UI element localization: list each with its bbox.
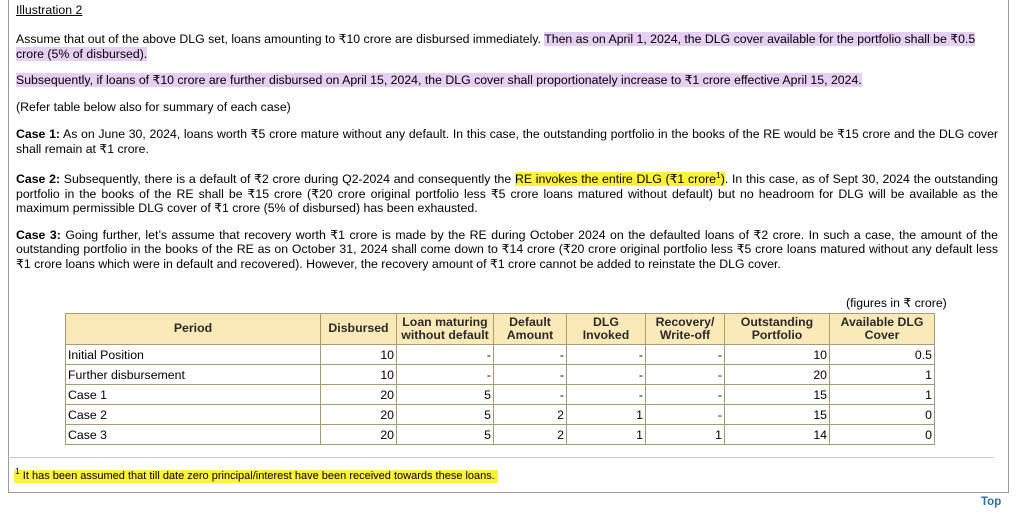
cell-loan-maturing: 5: [397, 425, 494, 445]
cell-outstanding: 20: [725, 365, 830, 385]
cell-default-amount: -: [494, 345, 567, 365]
footnote-ref[interactable]: 1: [716, 170, 721, 180]
paragraph-case-1: [16, 127, 998, 156]
case-2-label: Case 2:: [16, 172, 61, 186]
cell-available-cover: 0: [830, 425, 935, 445]
table-row: [66, 345, 935, 365]
cell-available-cover: 0: [830, 405, 935, 425]
col-recovery-writeoff: Recovery/ Write-off: [646, 314, 725, 345]
cell-default-amount: 2: [494, 425, 567, 445]
cell-default-amount: -: [494, 365, 567, 385]
col-disbursed: Disbursed: [321, 314, 397, 345]
paragraph-further-disbursement: [16, 73, 998, 88]
footnote: [14, 466, 498, 483]
cell-period: Further disbursement: [66, 365, 321, 385]
cell-outstanding: 15: [725, 385, 830, 405]
dlg-summary-table: [65, 313, 935, 445]
cell-outstanding: 14: [725, 425, 830, 445]
col-default-amount: Default Amount: [494, 314, 567, 345]
illustration-heading: Illustration 2: [16, 3, 83, 17]
footnote-text: It has been assumed that till date zero principal/interest have been received towards these loans.: [19, 470, 495, 482]
figures-unit-note: (figures in ₹ crore): [846, 296, 947, 310]
highlight-proportionate-increase: Subsequently, if loans of ₹10 crore are further disbursed on April 15, 2024, the DLG cover shall proportionately increase to ₹1 crore effective April 15, 2024.: [16, 73, 862, 87]
cell-outstanding: 10: [725, 345, 830, 365]
col-outstanding-portfolio: Outstanding Portfolio: [725, 314, 830, 345]
cell-dlg-invoked: -: [567, 385, 646, 405]
cell-period: Case 3: [66, 425, 321, 445]
cell-dlg-invoked: 1: [567, 405, 646, 425]
cell-period: Case 2: [66, 405, 321, 425]
paragraph-case-2: [16, 172, 998, 216]
cell-disbursed: 20: [321, 405, 397, 425]
highlight-dlg-invoked: [515, 172, 725, 186]
highlight-dlg-cover: Then as on April 1, 2024, the DLG cover available for the portfolio shall be ₹0.5 crore (5% of disbursed).: [16, 32, 976, 61]
case-1-text: As on June 30, 2024, loans worth ₹5 crore mature without any default. In this case, the outstanding portfolio in the books of the RE would be ₹15 crore and the DLG cover shall remain at ₹1 crore.: [16, 127, 998, 156]
col-period: Period: [66, 314, 321, 345]
paragraph-case-3: [16, 228, 998, 272]
cell-loan-maturing: -: [397, 345, 494, 365]
case-2-text-before: Subsequently, there is a default of ₹2 crore during Q2-2024 and consequently the: [60, 172, 515, 186]
cell-loan-maturing: 5: [397, 405, 494, 425]
highlight-dlg-invoked-close: ): [720, 172, 725, 186]
cell-recovery: 1: [646, 425, 725, 445]
case-3-label: Case 3:: [16, 227, 61, 242]
col-available-dlg-cover: Available DLG Cover: [830, 314, 935, 345]
back-to-top-link[interactable]: Top: [981, 496, 1002, 508]
cell-loan-maturing: -: [397, 365, 494, 385]
table-row: [66, 365, 935, 385]
paragraph-disbursement: [16, 32, 998, 61]
cell-disbursed: 20: [321, 425, 397, 445]
cell-recovery: -: [646, 345, 725, 365]
cell-disbursed: 20: [321, 385, 397, 405]
case-1-label: Case 1:: [16, 127, 61, 141]
cell-period: Case 1: [66, 385, 321, 405]
cell-available-cover: 1: [830, 365, 935, 385]
cell-dlg-invoked: -: [567, 345, 646, 365]
cell-loan-maturing: 5: [397, 385, 494, 405]
cell-default-amount: 2: [494, 405, 567, 425]
table-header-row: [66, 314, 935, 345]
document-body: [16, 3, 998, 271]
highlight-dlg-invoked-text: RE invokes the entire DLG (₹1 crore: [514, 172, 717, 186]
cell-outstanding: 15: [725, 405, 830, 425]
col-loan-maturing: Loan maturing without default: [397, 314, 494, 345]
cell-period: Initial Position: [66, 345, 321, 365]
cell-recovery: -: [646, 405, 725, 425]
cell-disbursed: 10: [321, 345, 397, 365]
cell-available-cover: 1: [830, 385, 935, 405]
cell-disbursed: 10: [321, 365, 397, 385]
table-row: [66, 425, 935, 445]
table-row: [66, 385, 935, 405]
cell-default-amount: -: [494, 385, 567, 405]
cell-recovery: -: [646, 385, 725, 405]
cell-dlg-invoked: 1: [567, 425, 646, 445]
footnote-marker: 1: [15, 466, 20, 476]
paragraph-disbursement-text: Assume that out of the above DLG set, loans amounting to ₹10 crore are disbursed immediately.: [16, 32, 545, 46]
table-row: [66, 405, 935, 425]
case-3-text: Going further, let’s assume that recovery worth ₹1 crore is made by the RE during October 2024 on the defaulted loans of ₹2 crore. In such a case, the amount of the outstanding portfolio in the books of the RE as on October 31, 2024 shall come down to ₹14 crore (₹20 crore original portfolio less ₹5 crore loans matured without any default less ₹1 crore loans which were in default and recovered). However, the recovery amount of ₹1 crore cannot be added to reinstate the DLG cover.: [16, 227, 998, 271]
cell-dlg-invoked: -: [567, 365, 646, 385]
cell-available-cover: 0.5: [830, 345, 935, 365]
case-2-text-after: . In this case, as of Sept 30, 2024 the outstanding portfolio in the books of the RE shall be ₹15 crore (₹20 crore original portfolio less ₹5 crore loans matured without default) but no headroom for DLG will be available as the maximum permissible DLG cover of ₹1 crore (5% of disbursed) has been exhausted.: [16, 172, 998, 215]
footnote-separator: [8, 457, 994, 458]
paragraph-refer-table: (Refer table below also for summary of each case): [16, 99, 291, 114]
col-dlg-invoked: DLG Invoked: [567, 314, 646, 345]
cell-recovery: -: [646, 365, 725, 385]
